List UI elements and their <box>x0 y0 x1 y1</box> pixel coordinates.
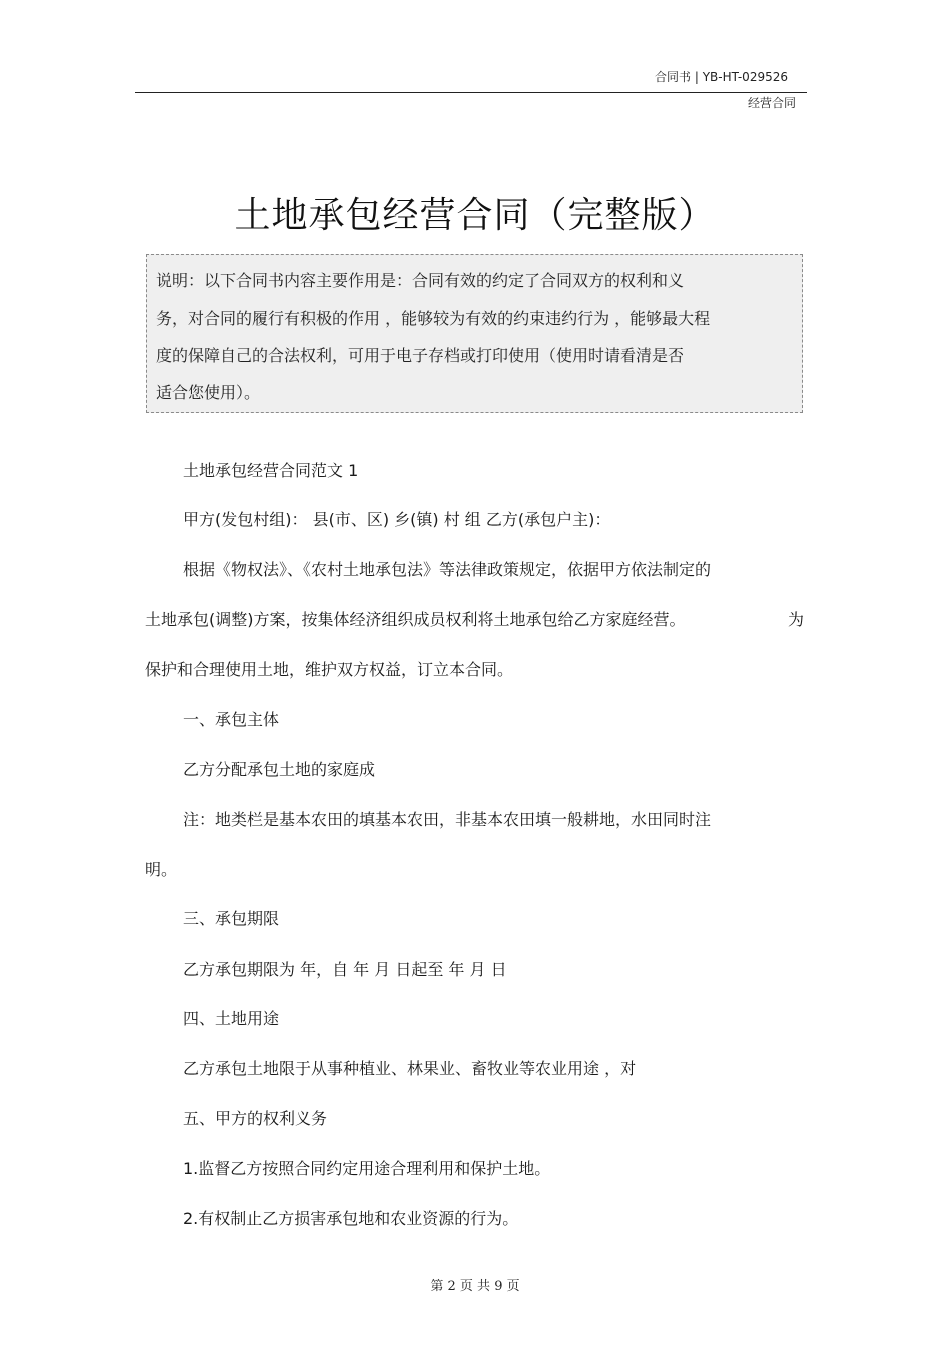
section-heading: 四、土地用途 <box>183 1009 280 1028</box>
header-doc-label: 合同书 <box>655 70 692 84</box>
note-line: 度的保障自己的合法权利，可用于电子存档或打印使用（使用时请看清是否 <box>156 346 685 365</box>
page-number: 第 2 页 共 9 页 <box>430 1279 520 1294</box>
body-line: 土地承包(调整)方案，按集体经济组织成员权利将土地承包给乙方家庭经营。 <box>145 610 686 629</box>
body-line: 乙方承包期限为 年，自 年 月 日起至 年 月 日 <box>183 960 507 979</box>
body-line: 乙方分配承包土地的家庭成 <box>183 760 376 779</box>
body-line: 根据《物权法》、《农村土地承包法》等法律政策规定，依据甲方依法制定的 <box>183 560 712 579</box>
body-line: 明。 <box>145 860 178 879</box>
header-category: 经营合同 <box>748 96 797 110</box>
body-line: 2.有权制止乙方损害承包地和农业资源的行为。 <box>183 1209 519 1228</box>
body-line: 土地承包经营合同范文 1 <box>183 461 359 480</box>
section-heading: 三、承包期限 <box>183 909 280 928</box>
header-doc-label-row <box>655 68 788 85</box>
section-heading: 五、甲方的权利义务 <box>183 1109 328 1128</box>
body-line: 注：地类栏是基本农田的填基本农田，非基本农田填一般耕地，水田同时注 <box>183 810 712 829</box>
note-line: 适合您使用）。 <box>156 383 261 402</box>
header-rule <box>135 92 807 93</box>
body-line: 1.监督乙方按照合同约定用途合理利用和保护土地。 <box>183 1159 551 1178</box>
body-line: 甲方(发包村组)： 县(市、区) 乡(镇) 村 组 乙方(承包户主)： <box>183 510 611 529</box>
section-heading: 一、承包主体 <box>183 710 280 729</box>
page-title: 土地承包经营合同（完整版） <box>234 195 716 236</box>
body-line: 为 <box>788 610 805 629</box>
note-line: 务，对合同的履行有积极的作用 ，能够较为有效的约束违约行为 ，能够最大程 <box>156 309 711 328</box>
body-line: 乙方承包土地限于从事种植业、林果业、畜牧业等农业用途 ，对 <box>183 1059 637 1078</box>
body-line: 保护和合理使用土地，维护双方权益，订立本合同。 <box>145 660 514 679</box>
header-separator: | <box>694 70 703 84</box>
note-line: 说明：以下合同书内容主要作用是：合同有效的约定了合同双方的权利和义 <box>156 271 685 290</box>
header-doc-code: YB-HT-029526 <box>702 70 788 84</box>
